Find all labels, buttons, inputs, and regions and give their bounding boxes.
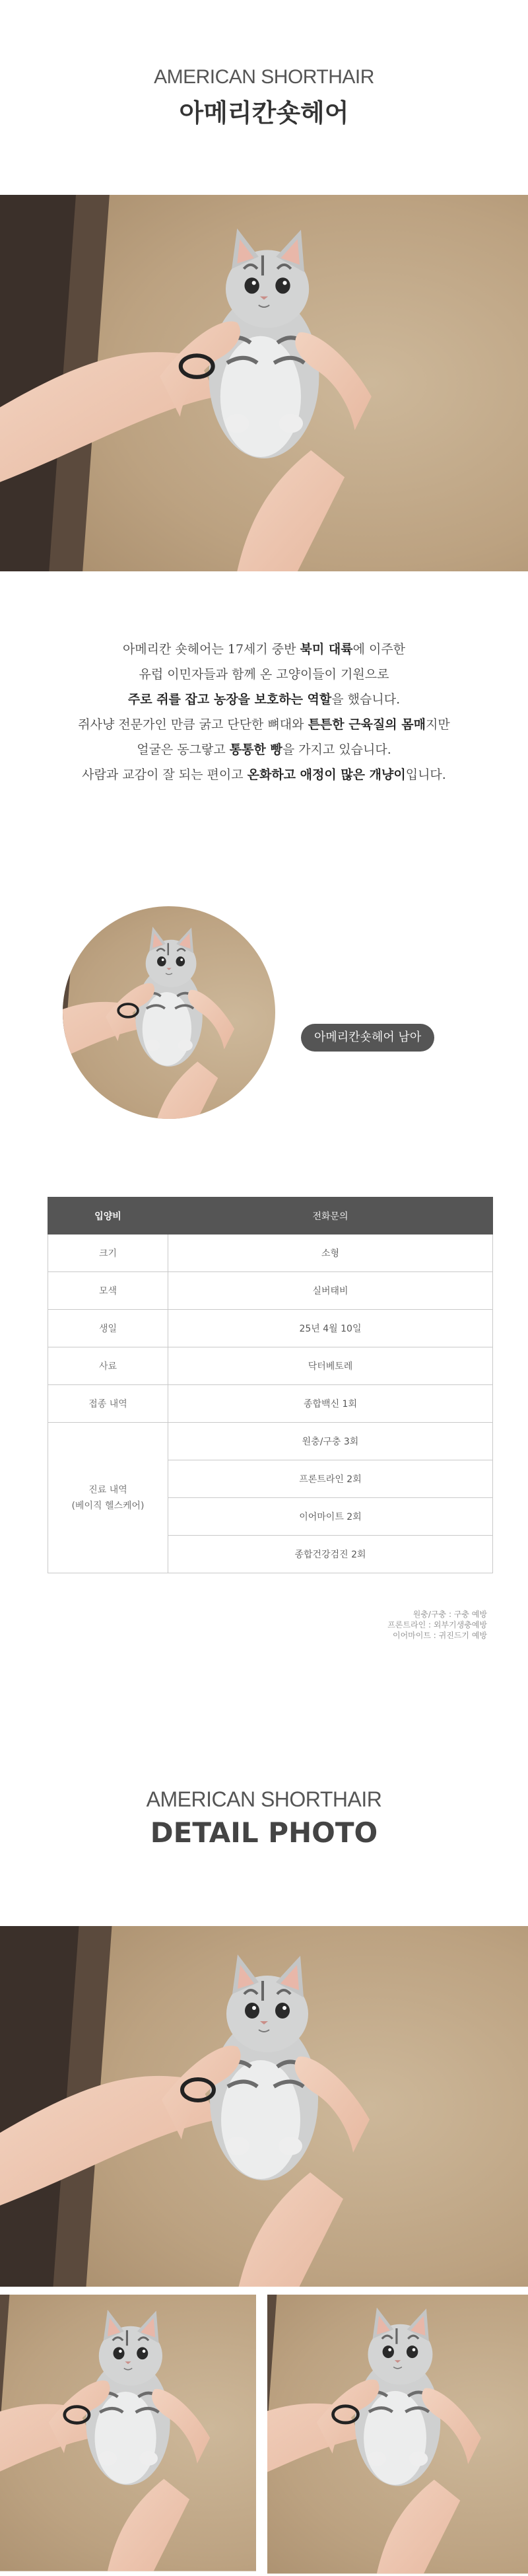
care-item: 원충/구충 3회 xyxy=(168,1423,493,1460)
breed-description xyxy=(0,637,528,787)
profile-kitten-photo xyxy=(63,906,275,1119)
table-row xyxy=(48,1385,493,1423)
care-notes xyxy=(387,1609,487,1641)
care-item: 종합건강검진 2회 xyxy=(168,1536,493,1573)
care-item: 프론트라인 2회 xyxy=(168,1460,493,1498)
row-value: 25년 4월 10일 xyxy=(168,1310,493,1347)
care-label-line: 진료 내역 xyxy=(88,1484,127,1495)
note-line: 원충/구충 : 구충 예방 xyxy=(412,1610,487,1619)
description-line: 사람과 교감이 잘 되는 편이고 온화하고 애정이 많은 개냥이입니다. xyxy=(82,768,446,782)
detail-photo-left xyxy=(0,2295,256,2576)
table-header-row xyxy=(48,1198,493,1234)
row-label: 접종 내역 xyxy=(48,1385,168,1423)
heading-english: AMERICAN SHORTHAIR xyxy=(154,66,374,88)
table-row xyxy=(48,1347,493,1385)
note-line: 이어마이트 : 귀진드기 예방 xyxy=(393,1631,487,1640)
detail-photo-right xyxy=(267,2295,528,2576)
row-label: 사료 xyxy=(48,1347,168,1385)
row-value: 종합백신 1회 xyxy=(168,1385,493,1423)
row-label: 모색 xyxy=(48,1272,168,1310)
table-row xyxy=(48,1234,493,1272)
description-line: 얼굴은 동그랗고 통통한 빵을 가지고 있습니다. xyxy=(137,742,391,757)
table-row xyxy=(48,1272,493,1310)
note-line: 프론트라인 : 외부기생충예방 xyxy=(387,1620,487,1629)
heading-korean: 아메리칸숏헤어 xyxy=(179,98,349,127)
table-row xyxy=(48,1423,493,1460)
hero-kitten-photo xyxy=(0,195,528,571)
breed-gender-badge: 아메리칸숏헤어 남아 xyxy=(301,1024,434,1052)
price-header: 입양비 xyxy=(48,1198,168,1234)
detail-photo-large xyxy=(0,1926,528,2287)
detail-heading-english: AMERICAN SHORTHAIR xyxy=(146,1787,382,1811)
price-contact: 전화문의 xyxy=(168,1198,493,1234)
description-line: 주로 쥐를 잡고 농장을 보호하는 역할을 했습니다. xyxy=(127,692,401,707)
info-table xyxy=(48,1197,493,1573)
detail-heading: DETAIL PHOTO xyxy=(150,1816,378,1849)
row-value: 실버태비 xyxy=(168,1272,493,1310)
care-item: 이어마이트 2회 xyxy=(168,1498,493,1536)
row-label: 생일 xyxy=(48,1310,168,1347)
table-row xyxy=(48,1310,493,1347)
care-label-line: (베이직 헬스케어) xyxy=(71,1500,145,1511)
row-value: 소형 xyxy=(168,1234,493,1272)
description-line: 아메리칸 숏헤어는 17세기 중반 북미 대륙에 이주한 xyxy=(122,642,406,657)
description-line: 쥐사냥 전문가인 만큼 굵고 단단한 뼈대와 튼튼한 근육질의 몸매지만 xyxy=(78,717,450,732)
description-line: 유럽 이민자들과 함께 온 고양이들이 기원으로 xyxy=(139,667,389,682)
row-value: 닥터베토레 xyxy=(168,1347,493,1385)
care-history-label xyxy=(48,1423,168,1573)
row-label: 크기 xyxy=(48,1234,168,1272)
